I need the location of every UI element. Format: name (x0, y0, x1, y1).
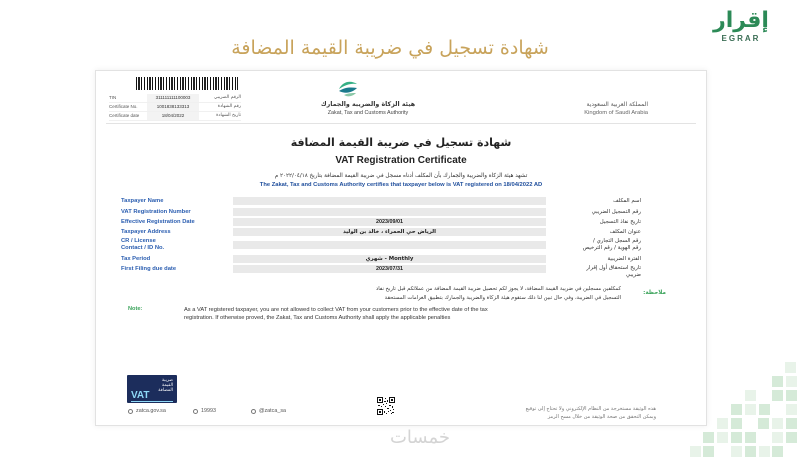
meta-row-certificate-no (109, 103, 241, 112)
field-label-en-line: Contact / ID No. (121, 245, 165, 251)
decor-square (731, 404, 742, 415)
field-row-taxpayer-name (96, 197, 706, 205)
decor-square (786, 418, 797, 429)
decor-square (786, 404, 797, 415)
field-label-ar-line: تاريخ استحقاق أول إقرار (586, 265, 641, 271)
note-text-en (184, 306, 616, 322)
meta-label-en: Certificate No. (109, 104, 138, 109)
decor-square (759, 446, 770, 457)
brand-name-ar: إقرار (713, 8, 769, 33)
vat-logo-text-en: VAT (131, 390, 150, 401)
field-label-ar: الفترة الضريبية (607, 256, 641, 262)
vat-logo-icon (127, 375, 177, 403)
field-row-tax-period (96, 255, 706, 263)
decor-square (785, 362, 796, 373)
certificate-meta-table (109, 94, 241, 121)
field-label-ar-line: رقم السجل التجاري / (593, 238, 641, 244)
field-row-effective-date (96, 218, 706, 226)
decor-square (731, 432, 742, 443)
footer-website-text: zatca.gov.sa (136, 408, 166, 414)
meta-label-ar: الرقم الضريبي (213, 95, 241, 100)
field-value-box (233, 197, 546, 205)
field-row-address (96, 228, 706, 236)
authority-name-ar: هيئة الزكاة والضريبة والجمارك (320, 101, 416, 108)
decor-square (745, 390, 756, 401)
field-value-box (233, 241, 546, 249)
barcode-icon (136, 77, 238, 90)
footer-note-ar-line: ويمكن التحقق من صحة الوثيقة من خلال مسح الرمز (547, 414, 656, 420)
field-label-en: Effective Registration Date (121, 219, 195, 225)
decor-square (786, 390, 797, 401)
note-text-ar (131, 285, 621, 303)
decor-square (745, 432, 756, 443)
country-name-ar: المملكة العربية السعودية (586, 101, 648, 108)
decor-square (772, 418, 783, 429)
brand-logo (708, 8, 774, 43)
qr-code-icon (377, 397, 395, 415)
decor-square (786, 376, 797, 387)
certification-statement-en: The Zakat, Tax and Customs Authority certifies that taxpayer below is VAT registered on 18/04/2022 AD (259, 182, 543, 188)
field-row-vat-number (96, 208, 706, 216)
note-line-en: As a VAT registered taxpayer, you are not allowed to collect VAT from your customers prior to the effective date of the tax (184, 307, 488, 313)
note-label-ar: ملاحظة: (643, 290, 666, 296)
field-value: 2023/07/31 (233, 265, 546, 273)
meta-value: 1001838133313 (147, 103, 199, 111)
footer-website (128, 407, 166, 415)
footer-phone (193, 407, 216, 415)
meta-label-en: Certificate date (109, 113, 140, 118)
decor-square (731, 418, 742, 429)
field-label-ar: رقم التسجيل الضريبي (591, 209, 641, 215)
meta-value: 311111111100003 (147, 94, 199, 102)
meta-label-ar: تاريخ الشهادة (216, 113, 241, 118)
decor-square (690, 446, 701, 457)
field-label-en: First Filing due date (121, 266, 177, 272)
meta-row-tin (109, 94, 241, 103)
meta-value: 18/04/2022 (147, 112, 199, 120)
certificate-title-en: VAT Registration Certificate (335, 155, 467, 166)
decor-square (703, 432, 714, 443)
zatca-logo-icon (336, 78, 360, 98)
globe-icon (128, 409, 133, 414)
decor-square (717, 432, 728, 443)
field-label-ar (557, 238, 641, 252)
vat-logo-word: القيمة (162, 383, 173, 388)
decor-square (772, 432, 783, 443)
note-line-ar: كمكلفين مسجلين في ضريبة القيمة المضافة، لا يجوز لكم تحصيل ضريبة القيمة المضافة من عملائكم قبل تاريخ نفاذ (375, 286, 621, 292)
vat-logo-word: ضريبة (161, 378, 173, 383)
header-divider (106, 123, 696, 124)
note-line-ar: التسجيل في الضريبة، وفي حال تبين لنا ذلك ستقوم هيئة الزكاة والضريبة والجمارك بتطبيق الغرامات المستحقة (384, 295, 621, 301)
field-label-ar: تاريخ نفاذ التسجيل (599, 219, 641, 225)
decor-square (772, 446, 783, 457)
decor-square (703, 446, 714, 457)
vat-logo-underline (131, 401, 173, 402)
page-headline: شهادة تسجيل في ضريبة القيمة المضافة (231, 37, 549, 59)
decor-square (731, 446, 742, 457)
decor-square (772, 376, 783, 387)
field-label-en: Taxpayer Address (121, 229, 171, 235)
field-label-en: VAT Registration Number (121, 209, 191, 215)
watermark: خمسات (389, 427, 451, 448)
vat-logo-word: المضافة (158, 388, 173, 393)
country-name (570, 100, 648, 117)
certification-statement-ar: تشهد هيئة الزكاة والضريبة والجمارك بأن المكلف أدناه مسجل في ضريبة القيمة المضافة بتاريخ ٢٠٢٢/٠٤/١٨ م (274, 173, 528, 179)
field-label-ar-line: رقم الهوية / رقم الترخيص (582, 245, 641, 251)
decor-square (717, 418, 728, 429)
field-value-box (233, 208, 546, 216)
footer-social (251, 407, 286, 415)
field-label-en-line: CR / License (121, 238, 156, 244)
note-line-en: registration. If otherwise proved, the Zakat, Tax and Customs Authority shall apply the applicable penalties (184, 315, 451, 321)
field-row-first-filing (96, 265, 706, 280)
decor-square (772, 390, 783, 401)
decor-square (786, 432, 797, 443)
field-label-en: Taxpayer Name (121, 198, 164, 204)
field-label-en (121, 238, 229, 252)
meta-label-en: TIN (109, 95, 117, 100)
field-value: شهري - Monthly (233, 255, 546, 263)
decor-square (745, 446, 756, 457)
decor-square (745, 404, 756, 415)
footer-note-ar-line: هذه الوثيقة مستخرجة من النظام الإلكتروني ولا تحتاج إلى توقيع (525, 406, 656, 412)
meta-label-ar: رقم الشهادة (217, 104, 241, 109)
vat-logo-text-ar (158, 378, 173, 393)
certificate-document (95, 70, 707, 426)
note-label-en: Note: (128, 306, 143, 312)
footer-social-text: @zatca_sa (259, 408, 287, 414)
field-label-en: Tax Period (121, 256, 151, 262)
social-icon (251, 409, 256, 414)
field-label-ar: عنوان المكلف (609, 229, 641, 235)
authority-name-en: Zakat, Tax and Customs Authority (327, 110, 409, 116)
field-row-cr-license (96, 238, 706, 253)
decor-square (758, 418, 769, 429)
brand-name-en: EGRAR (721, 34, 761, 43)
meta-row-certificate-date (109, 112, 241, 121)
footer-phone-text: 19993 (201, 408, 216, 414)
field-label-ar-line: ضريبي (625, 272, 641, 278)
phone-icon (193, 409, 198, 414)
certificate-title-ar: شهادة تسجيل في ضريبة القيمة المضافة (290, 136, 512, 149)
decor-square (759, 404, 770, 415)
field-value: الرياض حي الحمراء ، خالد بن الوليد (233, 228, 546, 236)
authority-name (318, 100, 418, 117)
country-name-en: Kingdom of Saudi Arabia (584, 110, 648, 116)
field-label-ar: اسم المكلف (613, 198, 641, 204)
field-value: 2023/09/01 (233, 218, 546, 226)
field-label-ar (557, 265, 641, 279)
